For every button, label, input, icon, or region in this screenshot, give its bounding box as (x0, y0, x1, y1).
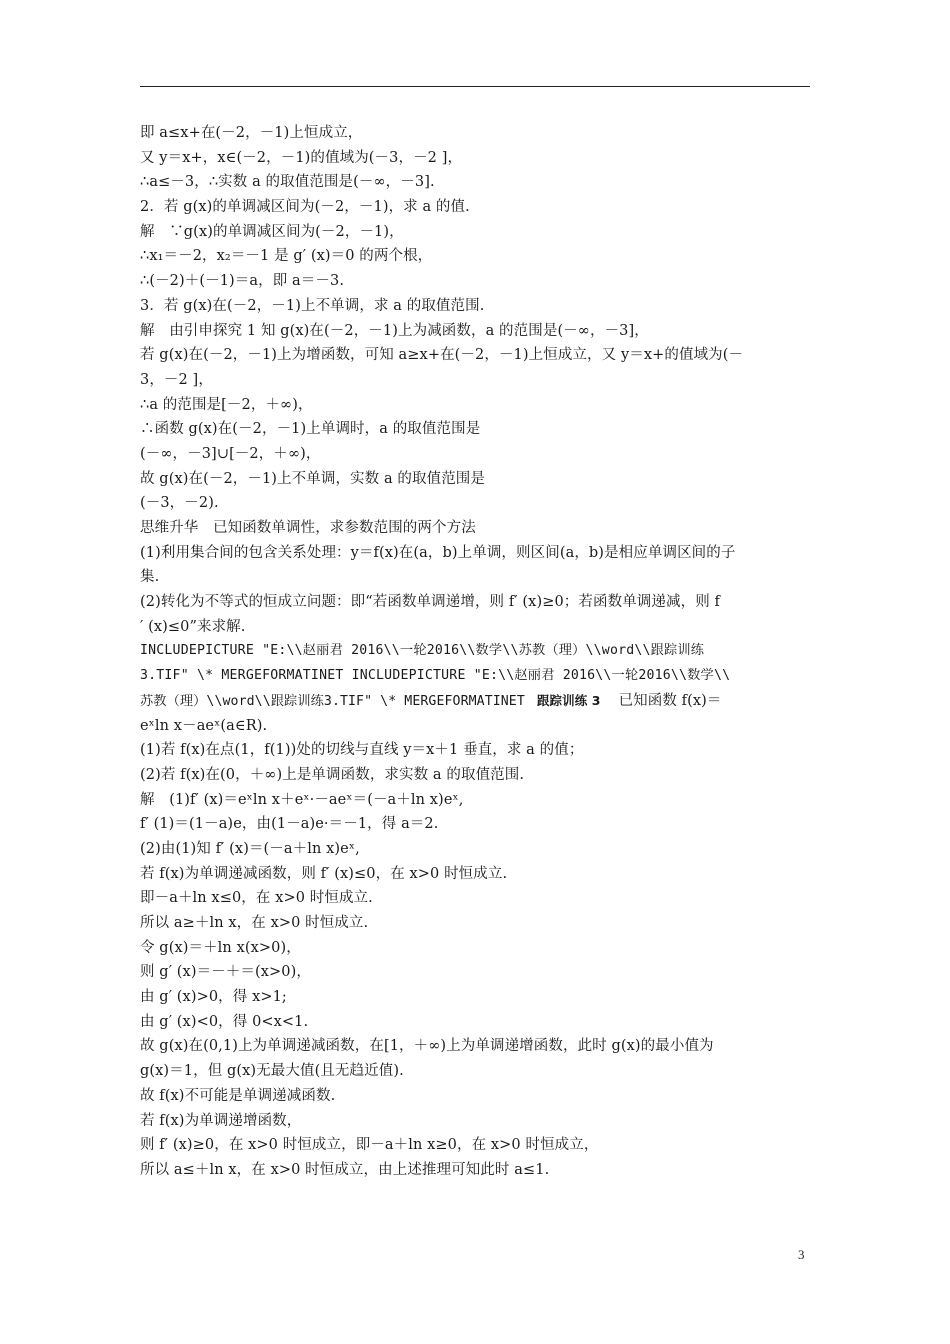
text-line: 3，－2 ]， (140, 371, 213, 388)
text-line: 3．若 g(x)在(－2，－1)上不单调，求 a 的取值范围. (140, 297, 485, 314)
text-line: 即 a≤x+在(－2，－1)上恒成立， (140, 125, 363, 141)
text-line: ∴函数 g(x)在(－2，－1)上单调时，a 的取值范围是 (140, 421, 481, 438)
text-line: 解 (1)f′ (x)＝eˣln x＋eˣ·－aeˣ＝(－a＋ln x)eˣ, (140, 791, 464, 808)
text-line: (2)若 f(x)在(0，＋∞)上是单调函数，求实数 a 的取值范围. (140, 766, 525, 783)
text-line: 故 g(x)在(0,1)上为单调递减函数，在[1，＋∞)上为单调递增函数，此时 g(x)的最小值为 (140, 1038, 714, 1055)
text-line: 所以 a≥＋ln x，在 x>0 时恒成立. (140, 915, 369, 931)
field-code-text: 苏教（理）\\word\\跟踪训练3.TIF" \* MERGEFORMATINET (140, 693, 525, 709)
field-code-line: 3.TIF" \* MERGEFORMATINET INCLUDEPICTURE "E:\\赵丽君 2016\\一轮2016\\数学\\ (140, 668, 731, 684)
text-line: 若 f(x)为单调递减函数，则 f′ (x)≤0，在 x>0 时恒成立. (140, 865, 508, 882)
text-line: 若 f(x)为单调递增函数， (140, 1112, 302, 1129)
text-line: (2)转化为不等式的恒成立问题：即“若函数单调递增，则 f′ (x)≥0；若函数单调递减，则 f (140, 594, 720, 611)
text-line: 所以 a≤＋ln x，在 x>0 时恒成立，由上述推理可知此时 a≤1. (140, 1161, 550, 1178)
text-line: f′ (1)＝(1－a)e，由(1－a)e·＝－1，得 a＝2. (140, 816, 439, 833)
text-line: (1)若 f(x)在点(1，f(1))处的切线与直线 y＝x＋1 垂直，求 a 的值； (140, 742, 584, 759)
text-line: eˣln x－aeˣ(a∈R). (140, 717, 268, 734)
text-line: 则 f′ (x)≥0，在 x>0 时恒成立，即－a＋ln x≥0，在 x>0 时恒成立， (140, 1137, 599, 1154)
text-line: g(x)＝1，但 g(x)无最大值(且无趋近值). (140, 1063, 404, 1080)
text-line: 解 ∵g(x)的单调减区间为(－2，－1)， (140, 223, 404, 240)
text-line: 即－a＋ln x≤0，在 x>0 时恒成立. (140, 890, 373, 907)
exercise-label: 跟踪训练 3 (536, 692, 601, 708)
text-line: ∴a≤－3，∴实数 a 的取值范围是(－∞，－3]. (140, 174, 435, 191)
text-line: (－∞，－3]∪[－2，＋∞)， (140, 445, 321, 462)
field-code-line: INCLUDEPICTURE "E:\\赵丽君 2016\\一轮2016\\数学\\苏教（理）\\word\\跟踪训练 (140, 643, 705, 659)
exercise-intro: 已知函数 f(x)＝ (618, 692, 722, 709)
text-line: 则 g′ (x)＝－＋＝(x>0)， (140, 964, 311, 981)
text-line: 故 g(x)在(－2，－1)上不单调，实数 a 的取值范围是 (140, 470, 486, 487)
text-line: (－3，－2). (140, 495, 219, 512)
text-line: (1)利用集合间的包含关系处理：y＝f(x)在(a，b)上单调，则区间(a，b)是相应单调区间的子 (140, 544, 736, 561)
text-line: ∴x₁＝－2，x₂＝－1 是 g′ (x)＝0 的两个根， (140, 248, 433, 265)
page-number: 3 (798, 1247, 805, 1262)
text-line: ′ (x)≤0”来求解. (140, 618, 246, 635)
text-line: 思维升华 已知函数单调性，求参数范围的两个方法 (140, 520, 476, 536)
text-line: (2)由(1)知 f′ (x)＝(－a＋ln x)eˣ, (140, 840, 360, 857)
text-line: 令 g(x)＝＋ln x(x>0)， (140, 939, 301, 956)
text-line: 解 由引申探究 1 知 g(x)在(－2，－1)上为减函数，a 的范围是(－∞，－3]， (140, 322, 649, 339)
text-line: 由 g′ (x)<0，得 0<x<1. (140, 1013, 309, 1030)
text-line: 集. (140, 569, 160, 586)
field-code-line (140, 689, 812, 714)
text-line: 若 g(x)在(－2，－1)上为增函数，可知 a≥x+在(－2，－1)上恒成立，又 y＝x+的值域为(－ (140, 347, 744, 364)
header-rule (140, 86, 810, 87)
text-line: ∴(－2)＋(－1)＝a，即 a＝－3. (140, 273, 345, 290)
text-line: 又 y＝x+，x∈(－2，－1)的值域为(－3，－2 ]， (140, 149, 463, 166)
text-line: ∴a 的范围是[－2，＋∞)， (140, 396, 313, 413)
text-line: 由 g′ (x)>0，得 x>1; (140, 989, 287, 1006)
text-line: 故 f(x)不可能是单调递减函数. (140, 1087, 336, 1104)
text-line: 2．若 g(x)的单调减区间为(－2，－1)，求 a 的值. (140, 199, 470, 216)
page-body (140, 121, 812, 1183)
